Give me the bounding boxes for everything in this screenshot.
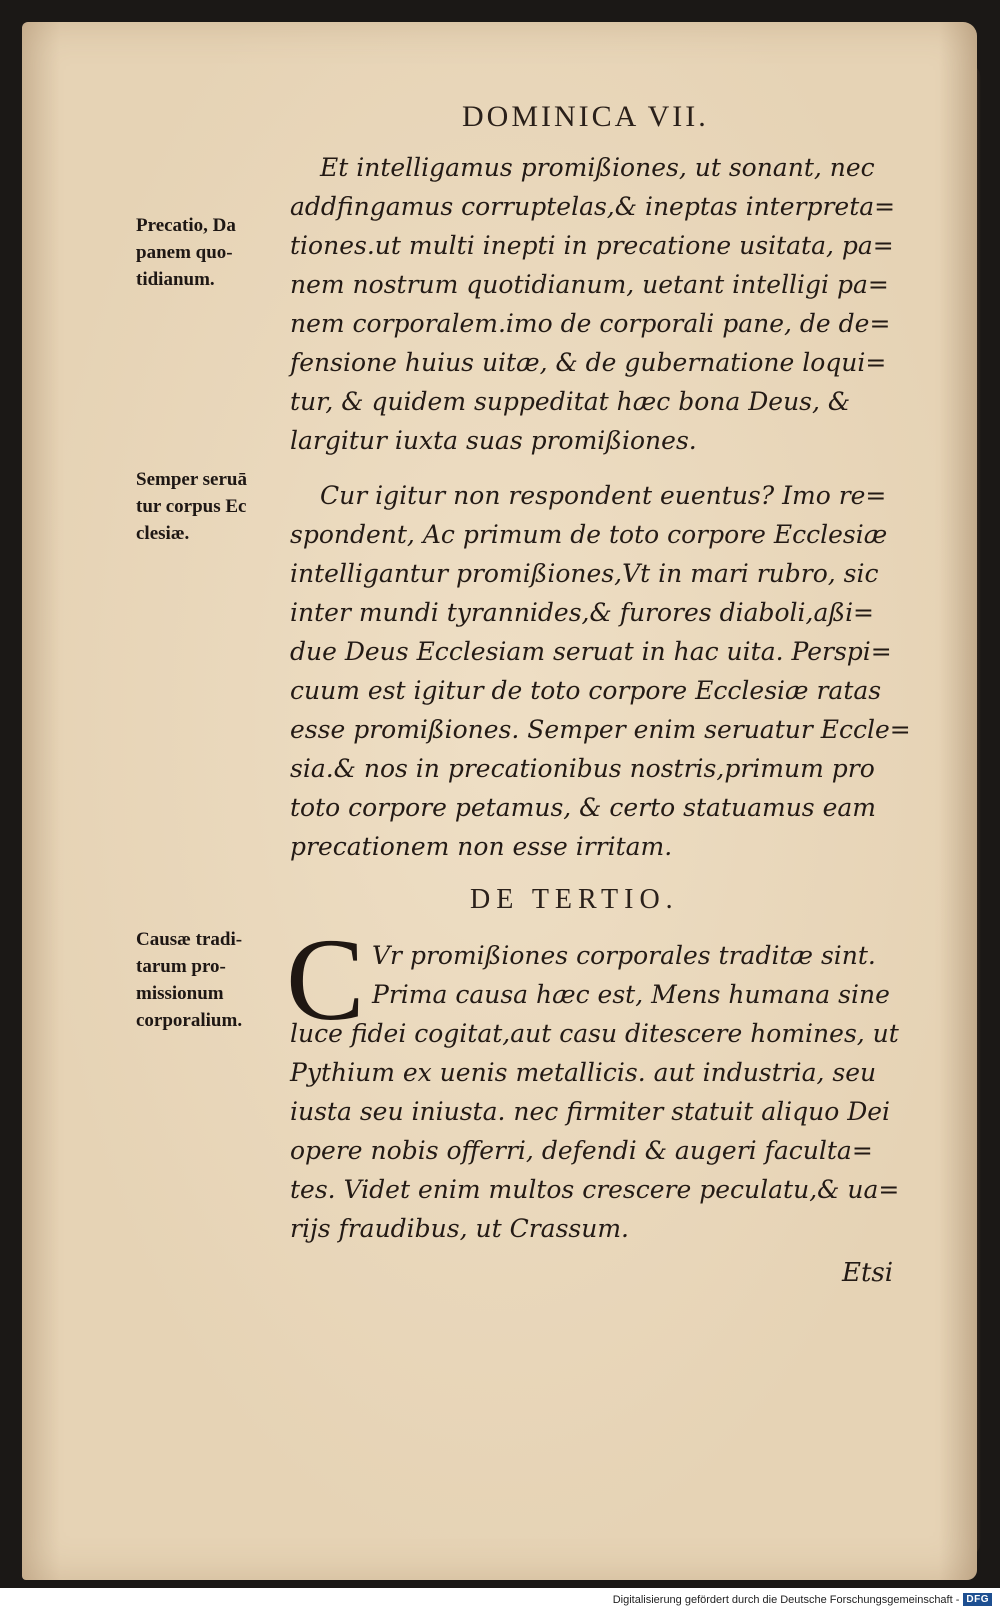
text-line: Et intelligamus promißiones, ut sonant, nec xyxy=(320,153,875,182)
text-line: toto corpore petamus, & certo statuamus eam xyxy=(290,793,876,822)
text-line: nem nostrum quotidianum, uetant intelligi pa= xyxy=(290,270,889,299)
margin-note-causae xyxy=(136,926,286,1034)
margin-note-line: missionum xyxy=(136,983,224,1004)
text-line: nem corporalem.imo de corporali pane, de de= xyxy=(290,309,891,338)
margin-note-line: Semper seruā xyxy=(136,469,247,490)
catchword: Etsi xyxy=(842,1258,894,1288)
margin-note-semper xyxy=(136,466,286,547)
text-line: Prima causa hæc est, Mens humana sine xyxy=(372,980,890,1009)
margin-note-line: corporalium. xyxy=(136,1010,243,1031)
text-line: iusta seu iniusta. nec firmiter statuit aliquo Dei xyxy=(290,1097,891,1126)
text-line: inter mundi tyrannides,& furores diaboli,aßi= xyxy=(290,598,875,627)
paragraph-2 xyxy=(290,476,920,866)
text-line: opere nobis offerri, defendi & augeri faculta= xyxy=(290,1136,873,1165)
margin-note-line: Causæ tradi- xyxy=(136,929,243,950)
text-line: largitur iuxta suas promißiones. xyxy=(290,426,697,455)
margin-note-line: tarum pro- xyxy=(136,956,226,977)
footer-text: Digitalisierung gefördert durch die Deutsche Forschungsgemeinschaft - xyxy=(612,1593,960,1606)
margin-note-line: tur corpus Ec xyxy=(136,496,247,517)
drop-cap: C xyxy=(286,914,365,1045)
text-line: addfingamus corruptelas,& ineptas interpreta= xyxy=(290,192,896,221)
text-line: spondent, Ac primum de toto corpore Ecclesiæ xyxy=(290,520,888,549)
dfg-logo-icon[interactable]: DFG xyxy=(963,1593,992,1606)
margin-note-line: clesiæ. xyxy=(136,523,190,544)
text-line: sia.& nos in precationibus nostris,primum pro xyxy=(290,754,875,783)
paragraph-1 xyxy=(290,148,920,460)
text-line: luce fidei cogitat,aut casu ditescere homines, ut xyxy=(290,1019,899,1048)
digitization-footer xyxy=(613,1593,992,1606)
margin-note-line: panem quo- xyxy=(136,242,233,263)
margin-note-line: Precatio, Da xyxy=(136,215,236,236)
text-line: precationem non esse irritam. xyxy=(290,832,673,861)
section-title: DE TERTIO. xyxy=(470,884,679,915)
text-line: tes. Videt enim multos crescere peculatu,& ua= xyxy=(290,1175,900,1204)
text-line: cuum est igitur de toto corpore Ecclesiæ ratas xyxy=(290,676,882,705)
running-head: DOMINICA VII. xyxy=(462,100,709,133)
text-line: tur, & quidem suppeditat hæc bona Deus, & xyxy=(290,387,851,416)
margin-note-line: tidianum. xyxy=(136,269,215,290)
text-line: intelligantur promißiones,Vt in mari rubro, sic xyxy=(290,559,879,588)
text-line: fensione huius uitæ, & de gubernatione loqui= xyxy=(290,348,887,377)
text-line: Cur igitur non respondent euentus? Imo re= xyxy=(320,481,887,510)
text-line: Pythium ex uenis metallicis. aut industria, seu xyxy=(290,1058,877,1087)
text-line: rijs fraudibus, ut Crassum. xyxy=(290,1214,630,1243)
text-line: due Deus Ecclesiam seruat in hac uita. Perspi= xyxy=(290,637,892,666)
text-line: esse promißiones. Semper enim seruatur Eccle= xyxy=(290,715,911,744)
text-line: tiones.ut multi inepti in precatione usitata, pa= xyxy=(290,231,894,260)
margin-note-precatio xyxy=(136,212,286,293)
paragraph-3 xyxy=(290,936,920,1248)
text-line: Vr promißiones corporales traditæ sint. xyxy=(372,941,876,970)
